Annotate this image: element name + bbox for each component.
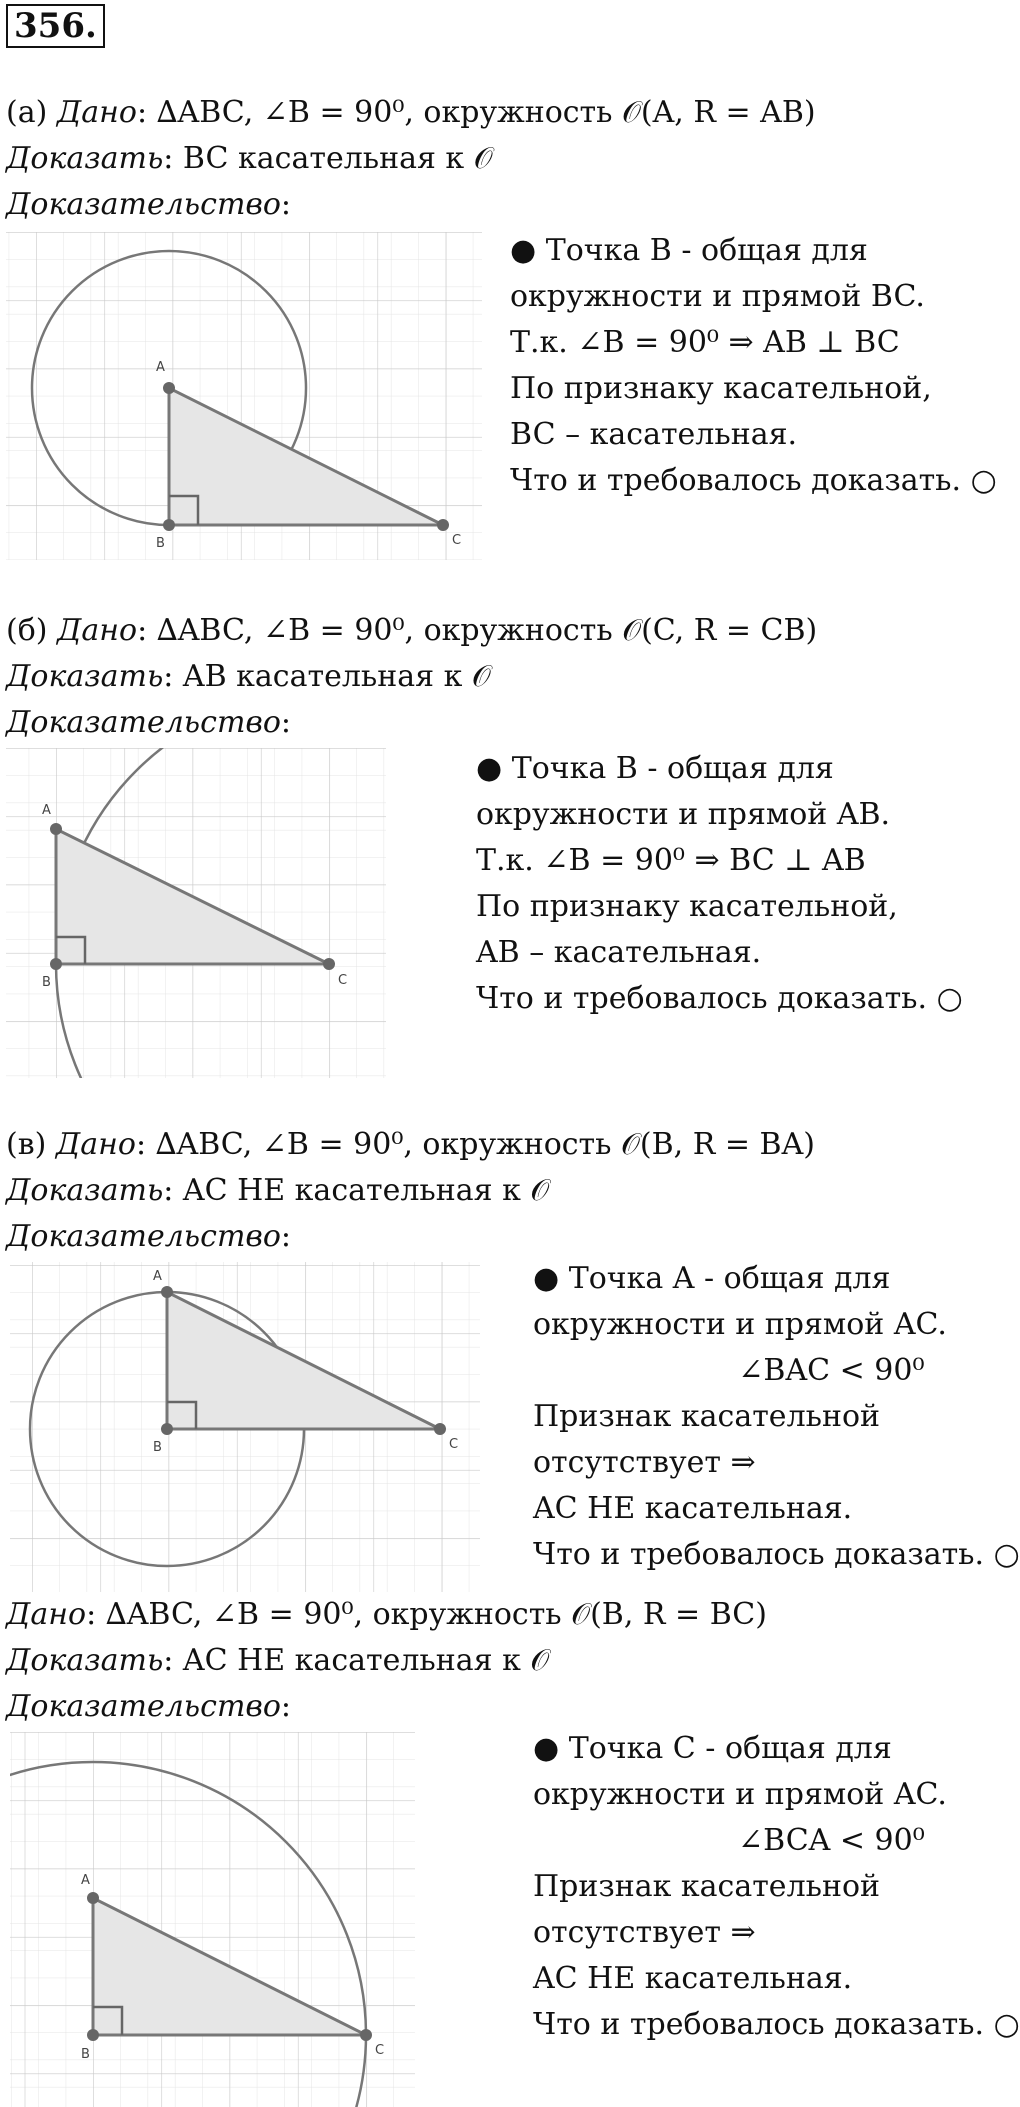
part-c-prove-line: Доказать: AC НЕ касательная к 𝒪 [6, 1173, 550, 1208]
figure-b [6, 748, 386, 1078]
label-c: C [375, 2043, 385, 2058]
point-b [161, 1423, 173, 1435]
point-c [360, 2029, 372, 2041]
point-c [437, 519, 449, 531]
part-a-prefix: (а) [6, 95, 57, 130]
point-c [323, 958, 335, 970]
point-a [50, 823, 62, 835]
part-a-given-label: Дано [56, 95, 137, 130]
part-d-proof: ● Точка C - общая для окружности и прямой AC. ∠BCA < 90⁰ Признак касательной отсутствует ⇒ AC НЕ касательная. Что и требовалось доказать. ○ [533, 1731, 1020, 2042]
point-b [87, 2029, 99, 2041]
point-b [50, 958, 62, 970]
part-a-given-text: : ∆ABC, ∠B = 90⁰, окружность 𝒪(A, R = AB) [136, 95, 816, 130]
label-b: B [153, 1440, 162, 1455]
figure-d [10, 1732, 415, 2107]
part-c-proof-heading: Доказательство: [6, 1219, 292, 1254]
task-number: 356. [6, 4, 105, 48]
label-b: B [42, 975, 51, 990]
label-b: B [156, 536, 165, 551]
part-a-prove-label: Доказать [6, 141, 164, 176]
part-a-proof: ● Точка B - общая для окружности и прямой BC. Т.к. ∠B = 90⁰ ⇒ AB ⊥ BC По признаку касательной, BC – касательная. Что и требовалось доказать. ○ [510, 233, 997, 498]
part-a-prove-text: : BC касательная к 𝒪 [163, 141, 493, 176]
label-c: C [338, 973, 348, 988]
part-a-given-line [6, 94, 816, 132]
part-a-prove-line [6, 140, 493, 178]
part-d-prove-line: Доказать: AC НЕ касательная к 𝒪 [6, 1643, 550, 1678]
point-b [163, 519, 175, 531]
part-b-proof: ● Точка B - общая для окружности и прямой AB. Т.к. ∠B = 90⁰ ⇒ BC ⊥ AB По признаку касательной, AB – касательная. Что и требовалось доказать. ○ [476, 751, 963, 1016]
label-b: B [81, 2047, 90, 2062]
figure-c [10, 1262, 480, 1592]
label-a: A [156, 360, 165, 375]
part-d-proof-heading: Доказательство: [6, 1689, 292, 1724]
label-a: A [81, 1873, 90, 1888]
point-a [161, 1286, 173, 1298]
part-c-given-line: (в) Дано: ∆ABC, ∠B = 90⁰, окружность 𝒪(B, R = BA) [6, 1127, 815, 1162]
label-a: A [42, 803, 51, 818]
part-b-given-line: (б) Дано: ∆ABC, ∠B = 90⁰, окружность 𝒪(C, R = CB) [6, 613, 818, 648]
part-a-proof-heading: Доказательство: [6, 187, 292, 222]
point-c [434, 1423, 446, 1435]
point-a [163, 382, 175, 394]
label-c: C [452, 533, 462, 548]
part-c-proof: ● Точка A - общая для окружности и прямой AC. ∠BAC < 90⁰ Признак касательной отсутствует ⇒ AC НЕ касательная. Что и требовалось доказать. ○ [533, 1261, 1020, 1572]
label-a: A [153, 1269, 162, 1284]
point-a [87, 1892, 99, 1904]
part-b-prove-line: Доказать: AB касательная к 𝒪 [6, 659, 491, 694]
part-d-given-line: Дано: ∆ABC, ∠B = 90⁰, окружность 𝒪(B, R = BC) [6, 1597, 767, 1632]
label-c: C [449, 1437, 459, 1452]
figure-a [6, 232, 482, 560]
part-b-proof-heading: Доказательство: [6, 705, 292, 740]
